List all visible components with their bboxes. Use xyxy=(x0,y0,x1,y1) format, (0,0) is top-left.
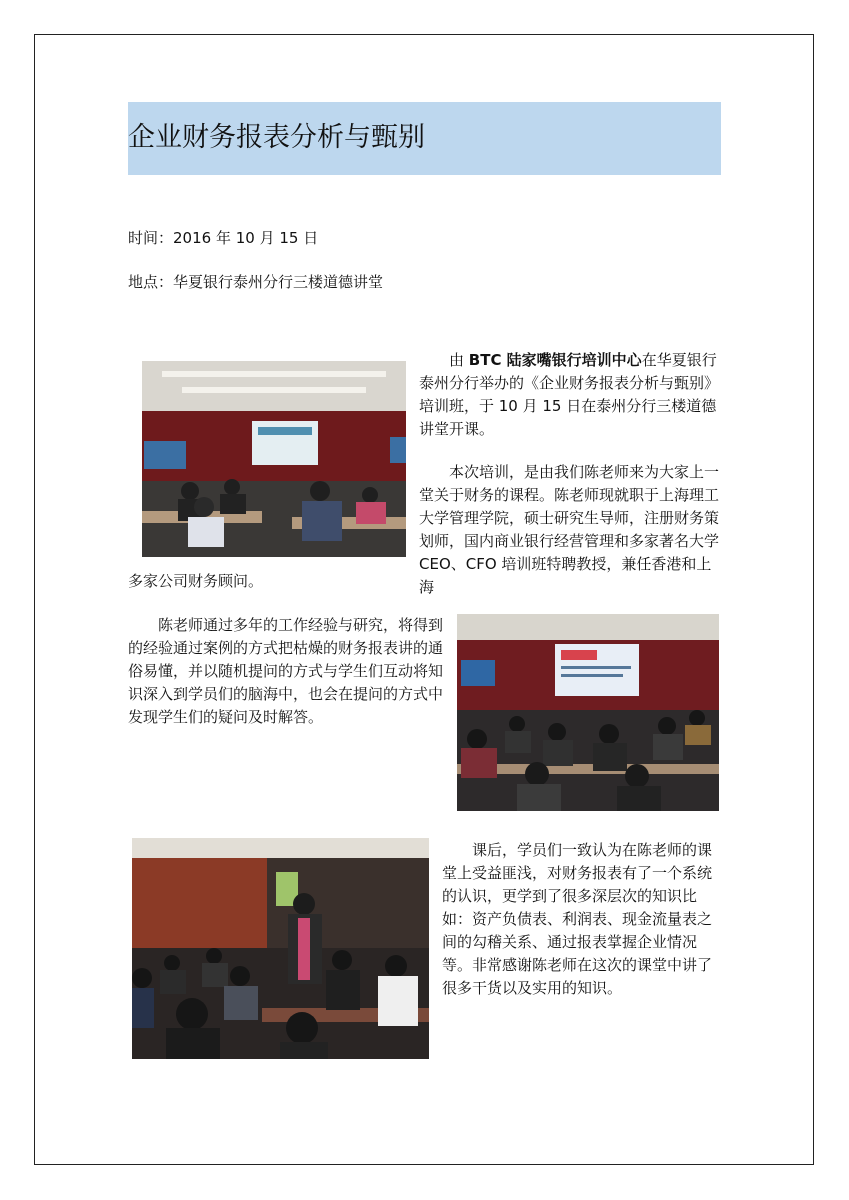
classroom-photo-front xyxy=(142,361,406,557)
page-title: 企业财务报表分析与甄别 xyxy=(128,122,425,153)
intro-paragraph xyxy=(419,349,721,441)
method-paragraph-text: 陈老师通过多年的工作经验与研究，将得到的经验通过案例的方式把枯燥的财务报表讲的通俗易懂，并以随机提问的方式与学生们互动将知识深入到学员们的脑海中，也会在提问的方式中发现学生们的疑问及时解答。 xyxy=(128,616,444,726)
event-time: 时间：2016 年 10 月 15 日 xyxy=(128,229,319,247)
event-place: 地点：华夏银行泰州分行三楼道德讲堂 xyxy=(128,273,384,291)
intro-organizer: BTC 陆家嘴银行培训中心 xyxy=(468,351,642,369)
feedback-paragraph-text: 课后，学员们一致认为在陈老师的课堂上受益匪浅，对财务报表有了一个系统的认识，更学到了很多深层次的知识比如：资产负债表、利润表、现金流量表之间的勾稽关系、通过报表掌握企业情况等。非常感谢陈老师在这次的课堂中讲了很多干货以及实用的知识。 xyxy=(442,841,713,997)
method-paragraph xyxy=(128,614,446,729)
feedback-paragraph xyxy=(442,839,721,1000)
teacher-paragraph-text: 本次培训，是由我们陈老师来为大家上一堂关于财务的课程。陈老师现就职于上海理工大学管理学院，硕士研究生导师，注册财务策划师，国内商业银行经营管理和多家著名大学 CEO、CFO 培训班特聘教授，兼任香港和上海 xyxy=(419,463,720,596)
classroom-photo-audience xyxy=(457,614,719,811)
teacher-paragraph-tail: 多家公司财务顾问。 xyxy=(128,572,264,590)
intro-rest: 在华夏银行泰州分行举办的《企业财务报表分析与甄别》培训班，于 10 月 15 日在泰州分行三楼道德讲堂开课。 xyxy=(419,351,720,438)
classroom-photo-speaker xyxy=(132,838,429,1059)
intro-lead: 由 xyxy=(449,351,469,369)
